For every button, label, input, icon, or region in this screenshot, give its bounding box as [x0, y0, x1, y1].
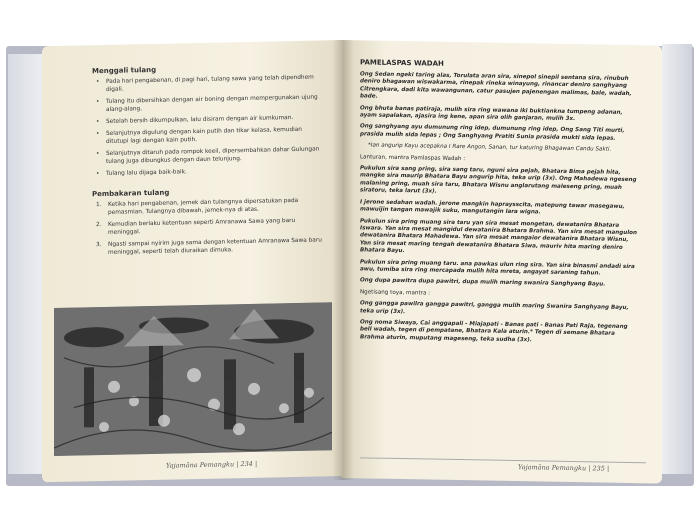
- right-page-text: [360, 58, 640, 350]
- right-page: [342, 40, 662, 484]
- numbered-item: 2. Kemudian berlaku ketentuan seperti Amranawa Sawa yang baru meninggal.: [96, 217, 296, 236]
- mantra-paragraph: Ong bhuta banas patiraja, mulih sira ring wawana iki buktiankna tumpeng adanan, ayam sapalakan, ajasira ing kene, apan sira olih ganjaran, mulih 3x.: [360, 104, 623, 123]
- open-book: [6, 40, 694, 486]
- mantra-paragraph: I jerone sedahan wadah. jerone mangkin hapraysscita, matepung tawar masegawu, mawuijin tangan mawajik suku, mangutangin lara wigna.: [360, 199, 625, 216]
- left-page-footer: Yajamāna Pemangku | 234 |: [166, 459, 258, 470]
- bullet-item: • Pada hari pengabenan, di pagi hari, tulang sawa yang telah dipendhem digali.: [92, 73, 324, 94]
- book-gutter: [332, 40, 354, 480]
- bullet-item: • Tulang itu dibersihkan dengan air boning dengan mempergunakan ujung alang-alang.: [92, 93, 324, 114]
- bullet-item: • Setelah bersih dikumpulkan, lalu disiram dengan air kumkuman.: [92, 113, 324, 126]
- bullet-item: • Selanjutnya digulung dengan kain putih dan tikar kelasa, kemudian ditutupi lagi dengan kain putih.: [92, 125, 324, 146]
- mantra-paragraph: Pukulun sira pring muang sira taru yan sira mesat mongetan, dewatanira Bhatara Iswara. Yan sira mesat mangidul dewatanira Bhatara Brahma. Yan sira mesat mangulon dewatanira Bhatara Mahadewa. Yan sira mesat mangaior dewatanira Bhatara Wisnu, Yan sira mesat maring tengah dewatanira Bhatara Siwa, mauriv hita maring deniro Bhatara Bayu.: [360, 217, 637, 255]
- mantra-paragraph: Pukulun sira sang pring, sira sang taru, nguni sira pejah, Bhatara Bima pejah hita, mangke sira maurip Bhatara Bayu angurip hita, teka urip (3x). Ong Mahadewa ngeseng malaning pring, muah sira taru, Bhatara Wisnu anglarutang maleseng pring, muah siratoru, teka larut (3x).: [360, 165, 637, 195]
- bullet-item: • Tulang lalu dijaga baik-baik.: [92, 165, 324, 178]
- right-heading: PAMELASPAS WADAH: [360, 58, 444, 68]
- left-heading-2: Pembakaran tulang: [92, 188, 170, 199]
- mantra-paragraph: Ong dupa pawitra dupa pawitri, dupa mulih maring swanira Sanghyang Bayu.: [360, 277, 606, 288]
- left-page: [42, 40, 342, 482]
- left-page-text: [92, 62, 324, 261]
- mantra-paragraph: Ong gangga pawilra gangga pawitri, gangga mulih maring Swanira Sanghyang Bayu, teka urip (3x).: [360, 300, 629, 315]
- ngelisang-label: Ngetisang toya, mantra :: [360, 289, 431, 297]
- right-page-footer: Yajamāna Pemangku | 235 |: [518, 463, 610, 473]
- mantra-paragraph: Ong sanghyang ayu dumunung ring idep, dumunung ring idep, Ong Sang Titi murti, prasida mulih sida lepas ; Ong Sanghyang Pratiti Sunia prasida mukti sida lepas.: [360, 123, 625, 142]
- footer-rule: [360, 457, 646, 463]
- lanturan-label: Lanturan, mantra Pamlaspas Wadah :: [360, 153, 466, 162]
- mantra-paragraph: Ong noma Siwaya, Cai anggapali - Miajapati - Banas pati - Banas Pati Raja, tegenang bell wadah, tegen di pempatane, Bhatara Kala aturin.* Tegen di semane Bhatara Brahma aturin, muputang mageseng, teka sudha (3x).: [360, 319, 628, 344]
- numbered-item: 1. Ketika hari pengabenan, jemek dan tulangnya dipersatukan pada pemasmian. Tulangnya dibawah, jemek-nya di atas.: [96, 197, 299, 216]
- mantra-paragraph: Pukulun sira pring muang taru. ana pawkas ulun ring sira. Yan sira binasmi andadi sira awu, tumiba sira ring mercapada mulih hita mreta, angayat saraning tahun.: [360, 258, 635, 277]
- numbered-item: 3. Ngasti sampai nyirim juga sama dengan ketentuan Amranawa Sawa baru meninggal, seperti telah diuraikan dimuka.: [96, 237, 322, 256]
- balinese-illustration: [54, 302, 332, 456]
- mantra-paragraph: Ong Sedan ngeki taring alas, Torulata aran sira, sinepol sinepil sentana sira, rinubuh deniro bhagawan wiswakarma, rinepak rineka winayung, rinancar deniro sanghyang Citrengkara, dadi kita wawangunan, catur pasujen pajenengan malimas, bale, wadah, bade.: [360, 71, 632, 100]
- note-paragraph: *Ian angurip Kayu acepakna I Rare Angon, Sanan, tur katuring Bhagawan Candu Sakti.: [368, 142, 612, 153]
- bullet-item: • Selanjutnya ditaruh pada rompok keeil, dipersembahkan dahar Gulungan tulang juga dibungkus dengan daun telunjung.: [92, 145, 324, 166]
- cover-edge-right: [662, 44, 692, 474]
- left-heading-1: Menggali tulang: [92, 65, 157, 76]
